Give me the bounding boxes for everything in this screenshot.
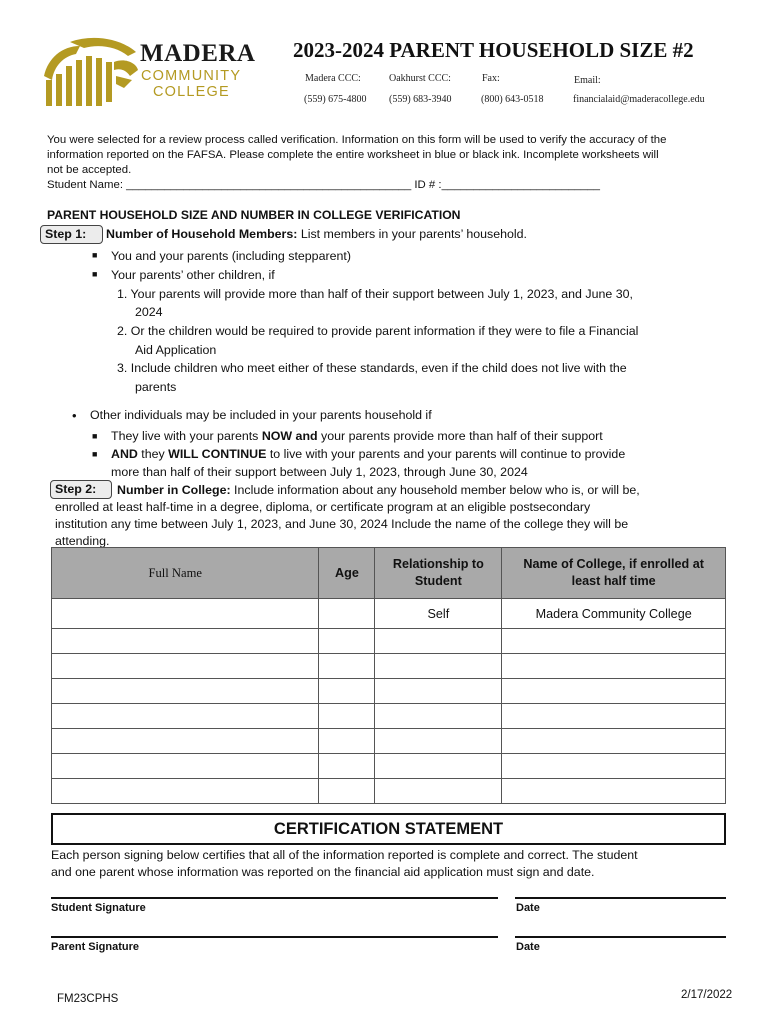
- step1-badge: [40, 225, 103, 244]
- intro-line: information reported on the FAFSA. Please complete the entire worksheet in blue or black ink. Incomplete worksheets will: [47, 149, 659, 161]
- full-name-cell[interactable]: [52, 779, 319, 804]
- age-cell[interactable]: [319, 754, 375, 779]
- parent-date-label: Date: [516, 941, 540, 953]
- other-condition-2-cont: more than half of their support between July 1, 2023, through June 30, 2024: [111, 465, 528, 479]
- other-condition-1-pre: They live with your parents: [111, 429, 262, 443]
- table-row: [52, 654, 726, 679]
- full-name-cell[interactable]: [52, 629, 319, 654]
- college-cell[interactable]: [502, 629, 726, 654]
- age-cell[interactable]: [319, 654, 375, 679]
- table-row: [52, 679, 726, 704]
- square-bullet-icon: ■: [92, 431, 98, 441]
- parent-signature-line[interactable]: [51, 936, 498, 938]
- step1-bullet-1: You and your parents (including stepparent): [111, 249, 351, 263]
- header-age: Age: [319, 548, 375, 599]
- step1-criterion-1-cont: 2024: [135, 305, 163, 319]
- other-condition-1-post: your parents provide more than half of their support: [317, 429, 603, 443]
- college-cell[interactable]: [502, 704, 726, 729]
- step1-criterion-2: 2. Or the children would be required to provide parent information if they were to file a Financial: [117, 324, 639, 338]
- intro-line: You were selected for a review process called verification. Information on this form will be used to verify the accuracy of the: [47, 134, 667, 146]
- step2-tag: Step 2:: [50, 480, 112, 499]
- table-header-row: [52, 548, 726, 599]
- other-condition-2-bold-and: AND: [111, 447, 138, 461]
- step2-line-3: institution any time between July 1, 2023, and June 30, 2024 Include the name of the college they will be: [55, 517, 629, 531]
- step1-tag: Step 1:: [40, 225, 103, 244]
- relationship-cell[interactable]: [375, 704, 502, 729]
- college-cell[interactable]: [502, 729, 726, 754]
- header-full-name: Full Name: [52, 548, 319, 599]
- full-name-cell[interactable]: [52, 729, 319, 754]
- intro-line: not be accepted.: [47, 164, 132, 176]
- step1-heading: [106, 225, 527, 244]
- round-bullet-icon: •: [72, 408, 77, 423]
- other-condition-2: [111, 445, 625, 464]
- certification-line-1: Each person signing below certifies that all of the information reported is complete and correct. The student: [51, 848, 638, 862]
- step2-line-2: enrolled at least half-time in a degree, diploma, or certificate program at an eligible postsecondary: [55, 500, 591, 514]
- contact-value-oakhurst: (559) 683-3940: [389, 94, 452, 105]
- other-condition-1: [111, 427, 603, 446]
- student-name-id-field[interactable]: Student Name: _____________________________________________ ID # :_________________________: [47, 179, 600, 191]
- step1-criterion-3-cont: parents: [135, 380, 177, 394]
- contact-label-email: Email:: [574, 75, 601, 86]
- logo-wordmark-college: COLLEGE: [153, 84, 230, 100]
- square-bullet-icon: ■: [92, 269, 98, 279]
- college-cell[interactable]: [502, 754, 726, 779]
- contact-value-email[interactable]: financialaid@maderacollege.edu: [573, 94, 705, 105]
- other-condition-2-mid: they: [137, 447, 169, 461]
- age-cell[interactable]: [319, 704, 375, 729]
- college-cell[interactable]: Madera Community College: [502, 599, 726, 629]
- form-title: 2023-2024 PARENT HOUSEHOLD SIZE #2: [293, 38, 694, 62]
- step1-bullet-2: Your parents’ other children, if: [111, 268, 275, 282]
- relationship-cell[interactable]: Self: [375, 599, 502, 629]
- relationship-cell[interactable]: [375, 679, 502, 704]
- relationship-cell[interactable]: [375, 779, 502, 804]
- certification-line-2: and one parent whose information was reported on the financial aid application must sign and date.: [51, 865, 595, 879]
- table-row: [52, 729, 726, 754]
- full-name-cell[interactable]: [52, 654, 319, 679]
- student-signature-label: Student Signature: [51, 902, 146, 914]
- square-bullet-icon: ■: [92, 250, 98, 260]
- full-name-cell[interactable]: [52, 704, 319, 729]
- table-row: [52, 629, 726, 654]
- contact-label-fax: Fax:: [482, 73, 500, 84]
- revision-date: 2/17/2022: [681, 989, 733, 1001]
- full-name-cell[interactable]: [52, 599, 319, 629]
- step2-badge: [50, 480, 112, 499]
- step1-title: Number of Household Members:: [106, 227, 298, 241]
- age-cell[interactable]: [319, 599, 375, 629]
- parent-signature-label: Parent Signature: [51, 941, 140, 953]
- parent-date-line[interactable]: [515, 936, 726, 938]
- age-cell[interactable]: [319, 779, 375, 804]
- table-row: [52, 704, 726, 729]
- section-heading: PARENT HOUSEHOLD SIZE AND NUMBER IN COLLEGE VERIFICATION: [47, 208, 461, 222]
- header-college-name: Name of College, if enrolled at least half time: [502, 548, 726, 599]
- relationship-cell[interactable]: [375, 654, 502, 679]
- step1-criterion-2-cont: Aid Application: [135, 343, 217, 357]
- intro-paragraph: [47, 133, 666, 193]
- step2-title: Number in College:: [117, 483, 231, 497]
- college-cell[interactable]: [502, 679, 726, 704]
- relationship-cell[interactable]: [375, 754, 502, 779]
- certification-title: CERTIFICATION STATEMENT: [51, 813, 726, 845]
- student-date-line[interactable]: [515, 897, 726, 899]
- form-code: FM23CPHS: [57, 993, 119, 1005]
- step1-text: List members in your parents’ household.: [297, 227, 527, 241]
- age-cell[interactable]: [319, 679, 375, 704]
- contact-value-fax: (800) 643-0518: [481, 94, 544, 105]
- step1-criterion-3: 3. Include children who meet either of these standards, even if the child does not live with the: [117, 361, 627, 375]
- contact-label-madera: Madera CCC:: [305, 73, 361, 84]
- square-bullet-icon: ■: [92, 449, 98, 459]
- college-cell[interactable]: [502, 779, 726, 804]
- age-cell[interactable]: [319, 629, 375, 654]
- full-name-cell[interactable]: [52, 679, 319, 704]
- step2-line-4: attending.: [55, 534, 110, 548]
- relationship-cell[interactable]: [375, 629, 502, 654]
- table-row: [52, 754, 726, 779]
- college-cell[interactable]: [502, 654, 726, 679]
- full-name-cell[interactable]: [52, 754, 319, 779]
- table-row: [52, 599, 726, 629]
- step2-text: Include information about any household member below who is, or will be,: [230, 483, 640, 497]
- relationship-cell[interactable]: [375, 729, 502, 754]
- other-individuals-text: Other individuals may be included in your parents household if: [90, 408, 432, 422]
- logo-wordmark-madera: MADERA: [140, 40, 256, 67]
- other-condition-2-post: to live with your parents and your parents will continue to provide: [266, 447, 626, 461]
- header-relationship: Relationship to Student: [375, 548, 502, 599]
- contact-value-madera: (559) 675-4800: [304, 94, 367, 105]
- other-condition-1-bold: NOW and: [261, 429, 318, 443]
- age-cell[interactable]: [319, 729, 375, 754]
- household-college-table: [51, 547, 726, 804]
- college-logo-icon: [40, 36, 138, 108]
- student-date-label: Date: [516, 902, 540, 914]
- logo-wordmark-community: COMMUNITY: [141, 68, 242, 84]
- student-signature-line[interactable]: [51, 897, 498, 899]
- contact-label-oakhurst: Oakhurst CCC:: [389, 73, 451, 84]
- other-condition-2-bold-continue: WILL CONTINUE: [168, 447, 267, 461]
- table-row: [52, 779, 726, 804]
- step1-criterion-1: 1. Your parents will provide more than half of their support between July 1, 2023, and June 30,: [117, 287, 633, 301]
